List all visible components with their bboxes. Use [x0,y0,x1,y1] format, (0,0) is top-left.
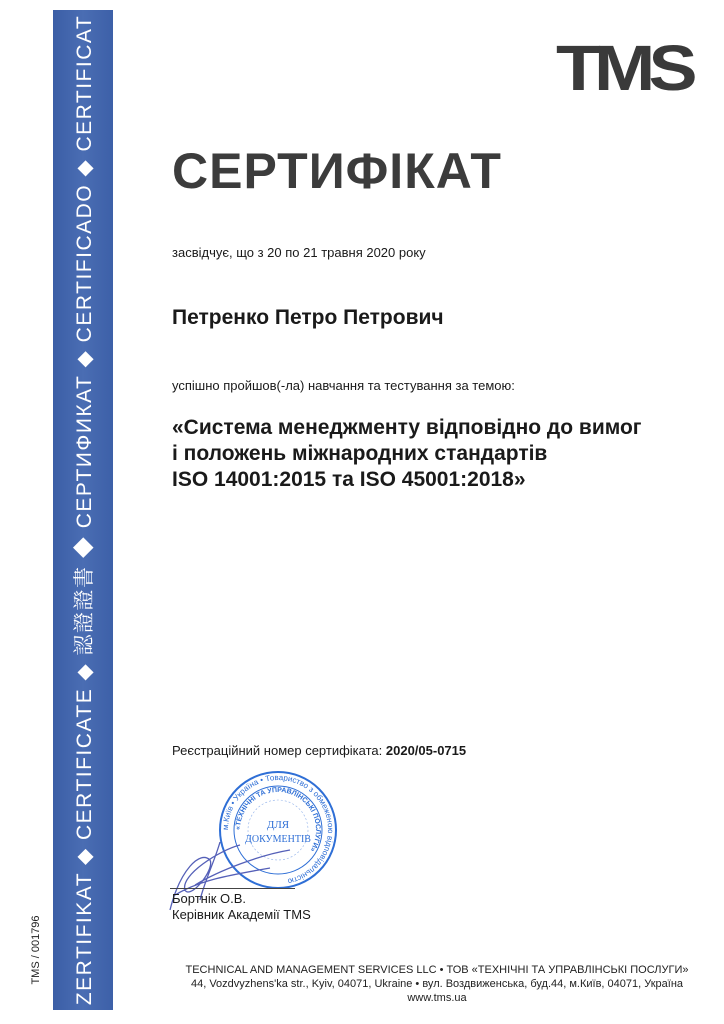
completed-text: успішно пройшов(-ла) навчання та тестування за темою: [172,378,515,393]
svg-text:«ТЕХНІЧНІ ТА УПРАВЛІНСЬКІ ПОСЛ: «ТЕХНІЧНІ ТА УПРАВЛІНСЬКІ ПОСЛУГИ» [234,786,322,853]
registration [172,743,466,758]
footer-website: www.tms.ua [407,992,467,1004]
serial-number: TMS / 001796 [30,915,42,985]
topic-line: ISO 14001:2015 та ISO 45001:2018» [172,468,526,491]
svg-text:м.Київ • Україна • Товариство: м.Київ • Україна • Товариство з обмеженою відповідальністю [220,772,336,887]
tms-logo: TMS [556,32,691,104]
certifies-text: засвідчує, що з 20 по 21 травня 2020 року [172,245,426,260]
signature-line [170,888,295,889]
topic-line: і положень міжнародних стандартів [172,442,548,465]
footer-company: TECHNICAL AND MANAGEMENT SERVICES LLC • ТОВ «ТЕХНІЧНІ ТА УПРАВЛІНСЬКІ ПОСЛУГИ» [185,964,689,976]
svg-text:ДОКУМЕНТІВ: ДОКУМЕНТІВ [245,834,311,845]
side-band-text: ZERTIFIKAT ◆ CERTIFICATE ◆ 認證證書 ◆ СЕРТИФИКАТ ◆ CERTIFICADO ◆ CERTIFICAT [73,14,96,1006]
recipient-name: Петренко Петро Петрович [172,306,444,329]
registration-number: 2020/05-0715 [385,743,467,758]
signatory-name: Бортнік О.В. [172,891,247,906]
svg-text:ДЛЯ: ДЛЯ [266,819,290,831]
signatory-position: Керівник Академії TMS [172,907,311,922]
course-topic [172,415,642,493]
topic-line: «Система менеджменту відповідно до вимог [172,416,642,439]
footer [150,963,724,1005]
certificate-title: СЕРТИФІКАТ [172,143,502,199]
registration-label: Реєстраційний номер сертифіката: [172,743,383,758]
footer-address: 44, Vozdvyzhens'ka str., Kyiv, 04071, Ukraine • вул. Воздвиженська, буд.44, м.Київ, 04071, Україна [190,978,684,990]
